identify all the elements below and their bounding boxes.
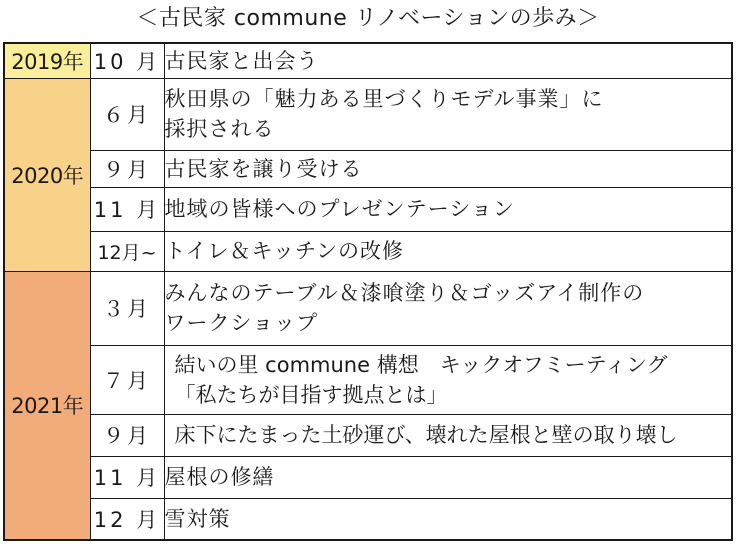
event-cell <box>164 78 732 150</box>
event-line: 採択される <box>164 117 275 141</box>
table-row <box>4 78 732 150</box>
event-cell <box>164 414 732 456</box>
month-cell: 12月~ <box>90 231 164 271</box>
event-line: 雪対策 <box>164 506 231 531</box>
table-row <box>4 414 732 456</box>
event-line: みんなのテーブル＆漆喰塗り＆ゴッズアイ制作の <box>164 281 645 305</box>
event-line: トイレ＆キッチンの改修 <box>164 239 404 263</box>
table-row <box>4 345 732 414</box>
event-line: 秋田県の「魅力ある里づくりモデル事業」に <box>164 87 604 111</box>
event-cell <box>164 231 732 271</box>
month-cell: ９月 <box>90 150 164 187</box>
month-cell: ３月 <box>90 271 164 345</box>
event-line: 古民家を譲り受ける <box>164 156 363 181</box>
event-line: 床下にたまった土砂運び、壊れた屋根と壁の取り壊し <box>174 423 678 447</box>
event-line: 地域の皆様へのプレゼンテーション <box>164 197 515 221</box>
event-cell <box>164 271 732 345</box>
event-line: ワークショップ <box>164 311 319 335</box>
event-cell <box>164 345 732 414</box>
event-line: 屋根の修繕 <box>164 465 275 489</box>
event-cell <box>164 150 732 187</box>
table-row <box>4 456 732 498</box>
table-row <box>4 150 732 187</box>
event-cell <box>164 187 732 231</box>
table-row <box>4 271 732 345</box>
event-line: 「私たちが目指す拠点とは」 <box>174 382 448 407</box>
year-cell-2021: 2021年 <box>4 271 90 540</box>
table-row <box>4 187 732 231</box>
table-row <box>4 498 732 540</box>
month-cell: 10 月 <box>90 43 164 78</box>
timeline-table <box>3 42 733 541</box>
month-cell: 11 月 <box>90 456 164 498</box>
event-cell <box>164 43 732 78</box>
month-cell: ６月 <box>90 78 164 150</box>
year-cell-2019: 2019年 <box>4 43 90 78</box>
month-cell: ９月 <box>90 414 164 456</box>
event-line: 古民家と出会う <box>164 48 319 73</box>
year-cell-2020: 2020年 <box>4 78 90 271</box>
page-title: ＜古民家 commune リノベーションの歩み＞ <box>136 6 600 31</box>
month-cell: 12 月 <box>90 498 164 540</box>
month-cell: ７月 <box>90 345 164 414</box>
table-row <box>4 43 732 78</box>
event-cell <box>164 498 732 540</box>
event-line: 結いの里 commune 構想 キックオフミーティング <box>174 352 668 377</box>
table-row <box>4 231 732 271</box>
month-cell: 11 月 <box>90 187 164 231</box>
event-cell <box>164 456 732 498</box>
